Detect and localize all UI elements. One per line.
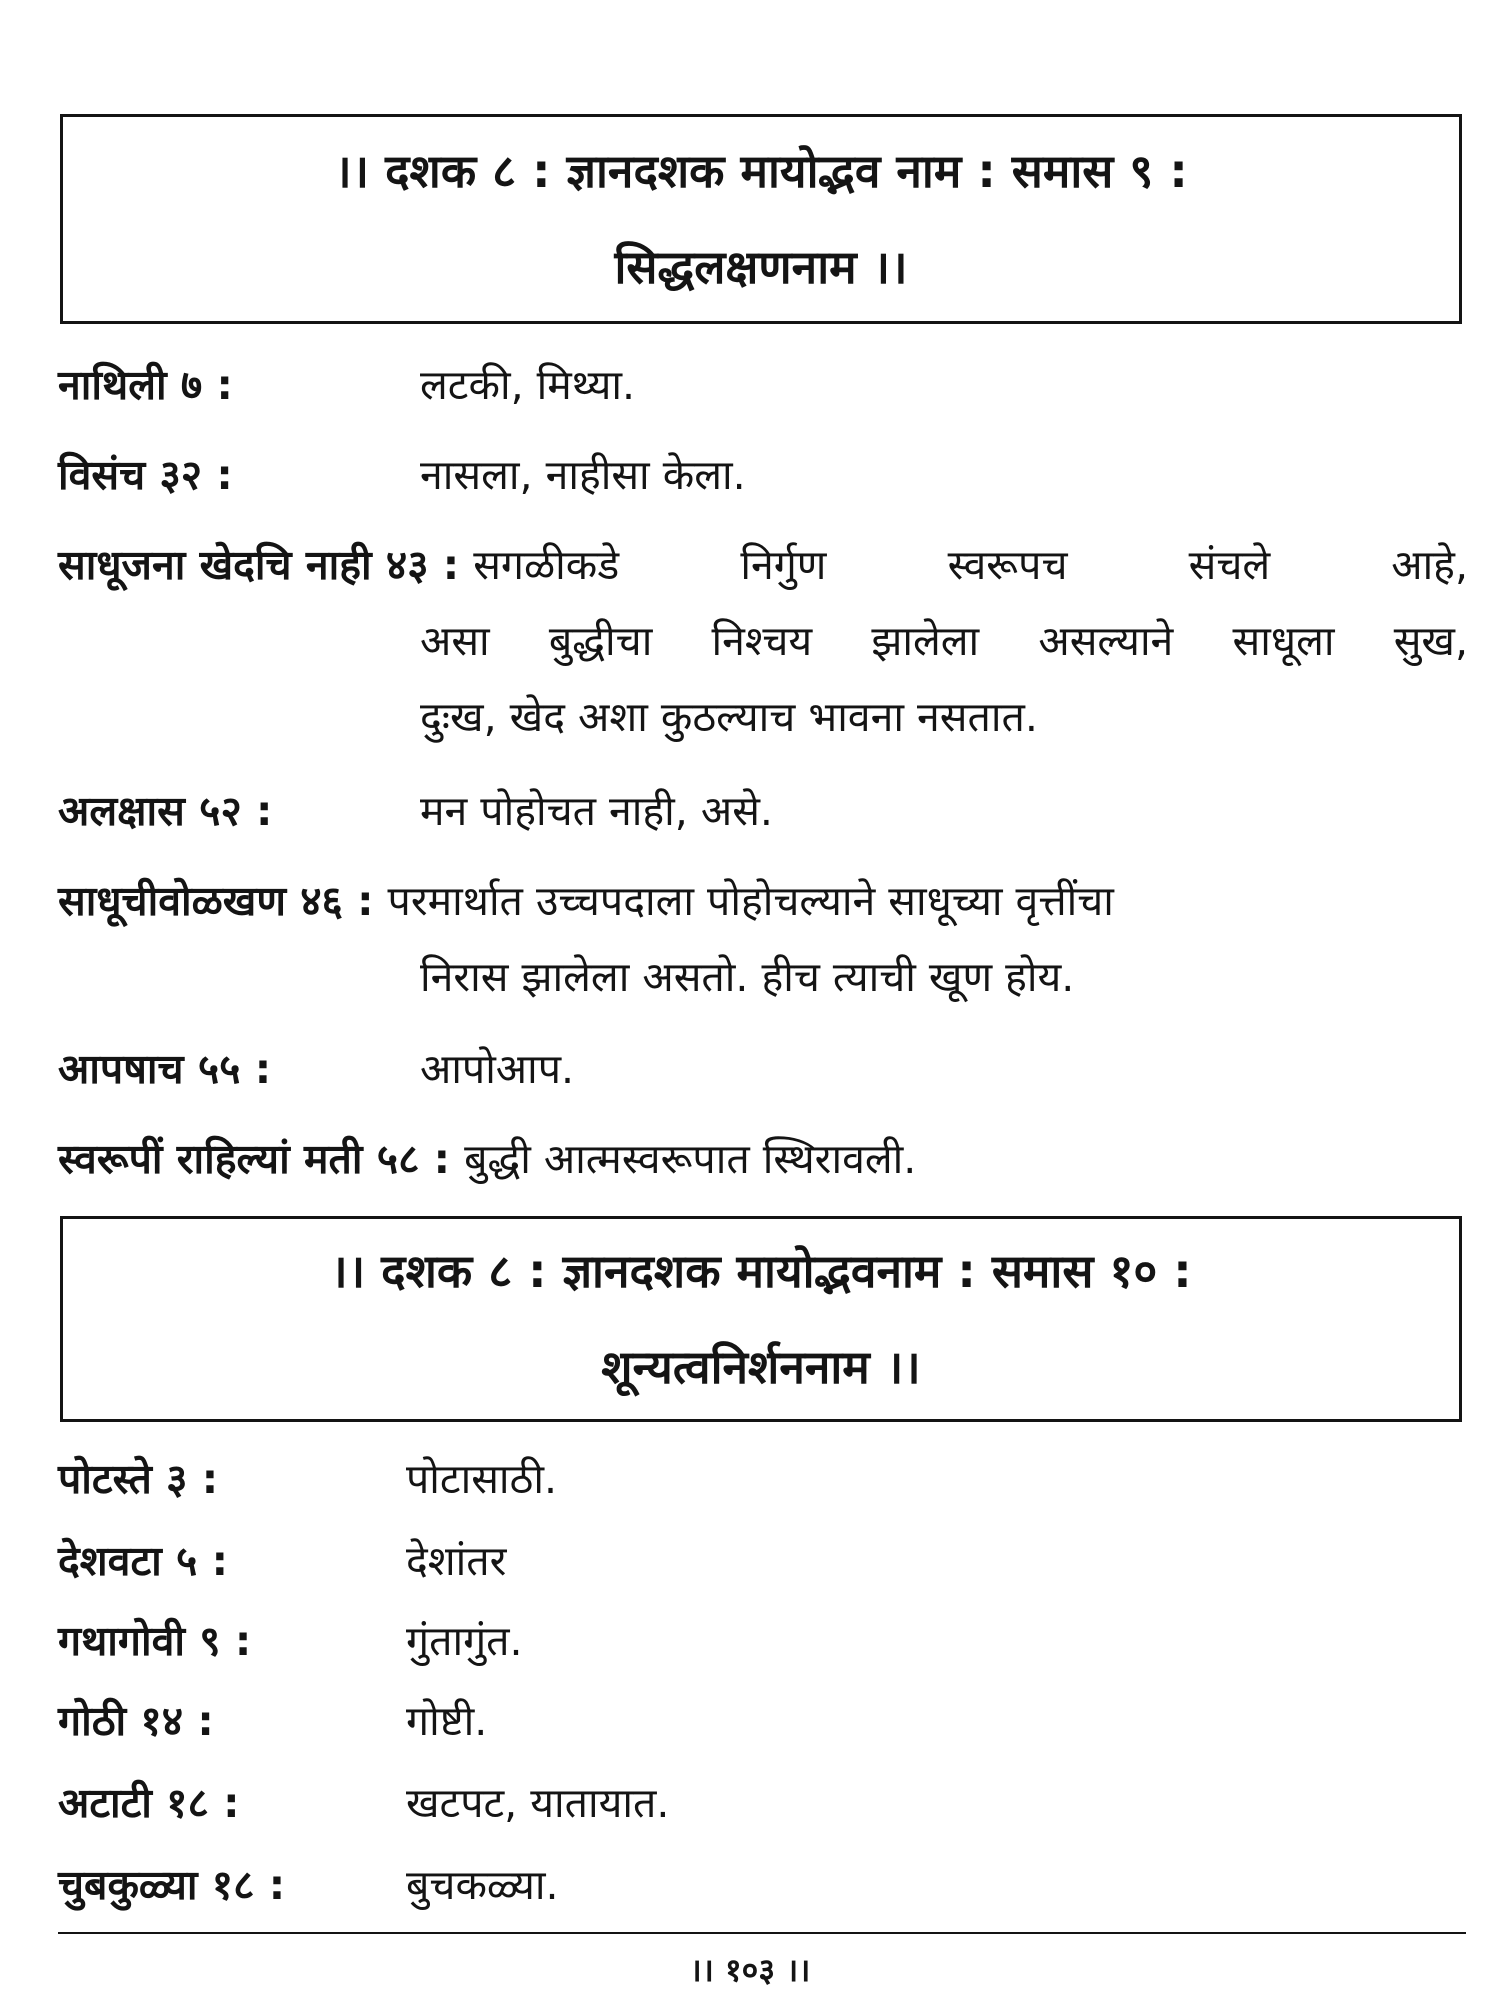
- entry-definition: पोटासाठी.: [406, 1455, 557, 1503]
- entry-definition-continued: असा बुद्धीचा निश्चय झालेला असल्याने साधूला सुख,: [420, 617, 1468, 665]
- entry-term: चुबकुळ्या १८ :: [58, 1861, 286, 1909]
- entry-definition: बुद्धी आत्मस्वरूपात स्थिरावली.: [464, 1135, 917, 1183]
- glossary-entry: [58, 1450, 1468, 1526]
- entry-definition: लटकी, मिथ्या.: [420, 361, 636, 409]
- glossary-entry: [58, 1532, 1468, 1608]
- entry-definition: परमार्थात उच्चपदाला पोहोचल्याने साधूच्या वृत्तींचा: [387, 877, 1114, 925]
- page-number: ।। १०३ ।।: [689, 1951, 811, 1989]
- section-2-title-line-2: शून्यत्वनिर्शननाम ।।: [601, 1340, 921, 1394]
- entry-term: स्वरूपीं राहिल्यां मती ५८ :: [58, 1135, 451, 1183]
- entry-term: विसंच ३२ :: [58, 451, 233, 499]
- entry-definition-continued: दुःख, खेद अशा कुठल्याच भावना नसतात.: [420, 693, 1038, 741]
- section-1-title-line-2: सिद्धलक्षणनाम ।।: [614, 240, 908, 294]
- entry-term: अलक्षास ५२ :: [58, 787, 273, 835]
- entry-term: देशवटा ५ :: [58, 1537, 228, 1585]
- glossary-entry: [58, 872, 1468, 1024]
- entry-term: साधूचीवोळखण ४६ :: [58, 877, 374, 925]
- entry-definition: आपोआप.: [420, 1045, 575, 1093]
- entry-definition-continued: निरास झालेला असतो. हीच त्याची खूण होय.: [420, 953, 1075, 1001]
- entry-definition: गुंतागुंत.: [406, 1617, 523, 1665]
- glossary-entry: [58, 356, 1468, 432]
- entry-definition: सगळीकडे निर्गुण स्वरूपच संचले आहे,: [473, 541, 1468, 589]
- entry-term: पोटस्ते ३ :: [58, 1455, 219, 1503]
- glossary-entry: [58, 536, 1468, 764]
- entry-term: आपषाच ५५ :: [58, 1045, 272, 1093]
- entry-definition: बुचकळ्या.: [406, 1861, 559, 1909]
- section-1-title-line-1: ।। दशक ८ : ज्ञानदशक मायोद्भव नाम : समास ९ :: [334, 144, 1188, 198]
- entry-term: नाथिली ७ :: [58, 361, 233, 409]
- glossary-entry: [58, 1612, 1468, 1688]
- glossary-entry: [58, 1774, 1468, 1850]
- glossary-entry: [58, 1040, 1468, 1116]
- glossary-entry: [58, 1130, 1468, 1206]
- entry-term: गथागोवी ९ :: [58, 1617, 252, 1665]
- entry-definition: नासला, नाहीसा केला.: [420, 451, 746, 499]
- entry-definition: मन पोहोचत नाही, असे.: [420, 787, 773, 835]
- entry-term: अटाटी १८ :: [58, 1779, 240, 1827]
- entry-definition: खटपट, यातायात.: [406, 1779, 670, 1827]
- glossary-entry: [58, 1692, 1468, 1768]
- section-2-header: [60, 1216, 1462, 1422]
- entry-definition: देशांतर: [406, 1537, 507, 1585]
- entry-term: गोठी १४ :: [58, 1697, 214, 1745]
- footer-divider: [58, 1932, 1466, 1934]
- glossary-entry: [58, 446, 1468, 522]
- glossary-entry: [58, 782, 1468, 858]
- glossary-entry: [58, 1856, 1468, 1932]
- entry-term: साधूजना खेदचि नाही ४३ :: [58, 541, 460, 589]
- section-1-header: [60, 114, 1462, 324]
- entry-definition: गोष्टी.: [406, 1697, 488, 1745]
- section-2-title-line-1: ।। दशक ८ : ज्ञानदशक मायोद्भवनाम : समास १० :: [330, 1244, 1192, 1298]
